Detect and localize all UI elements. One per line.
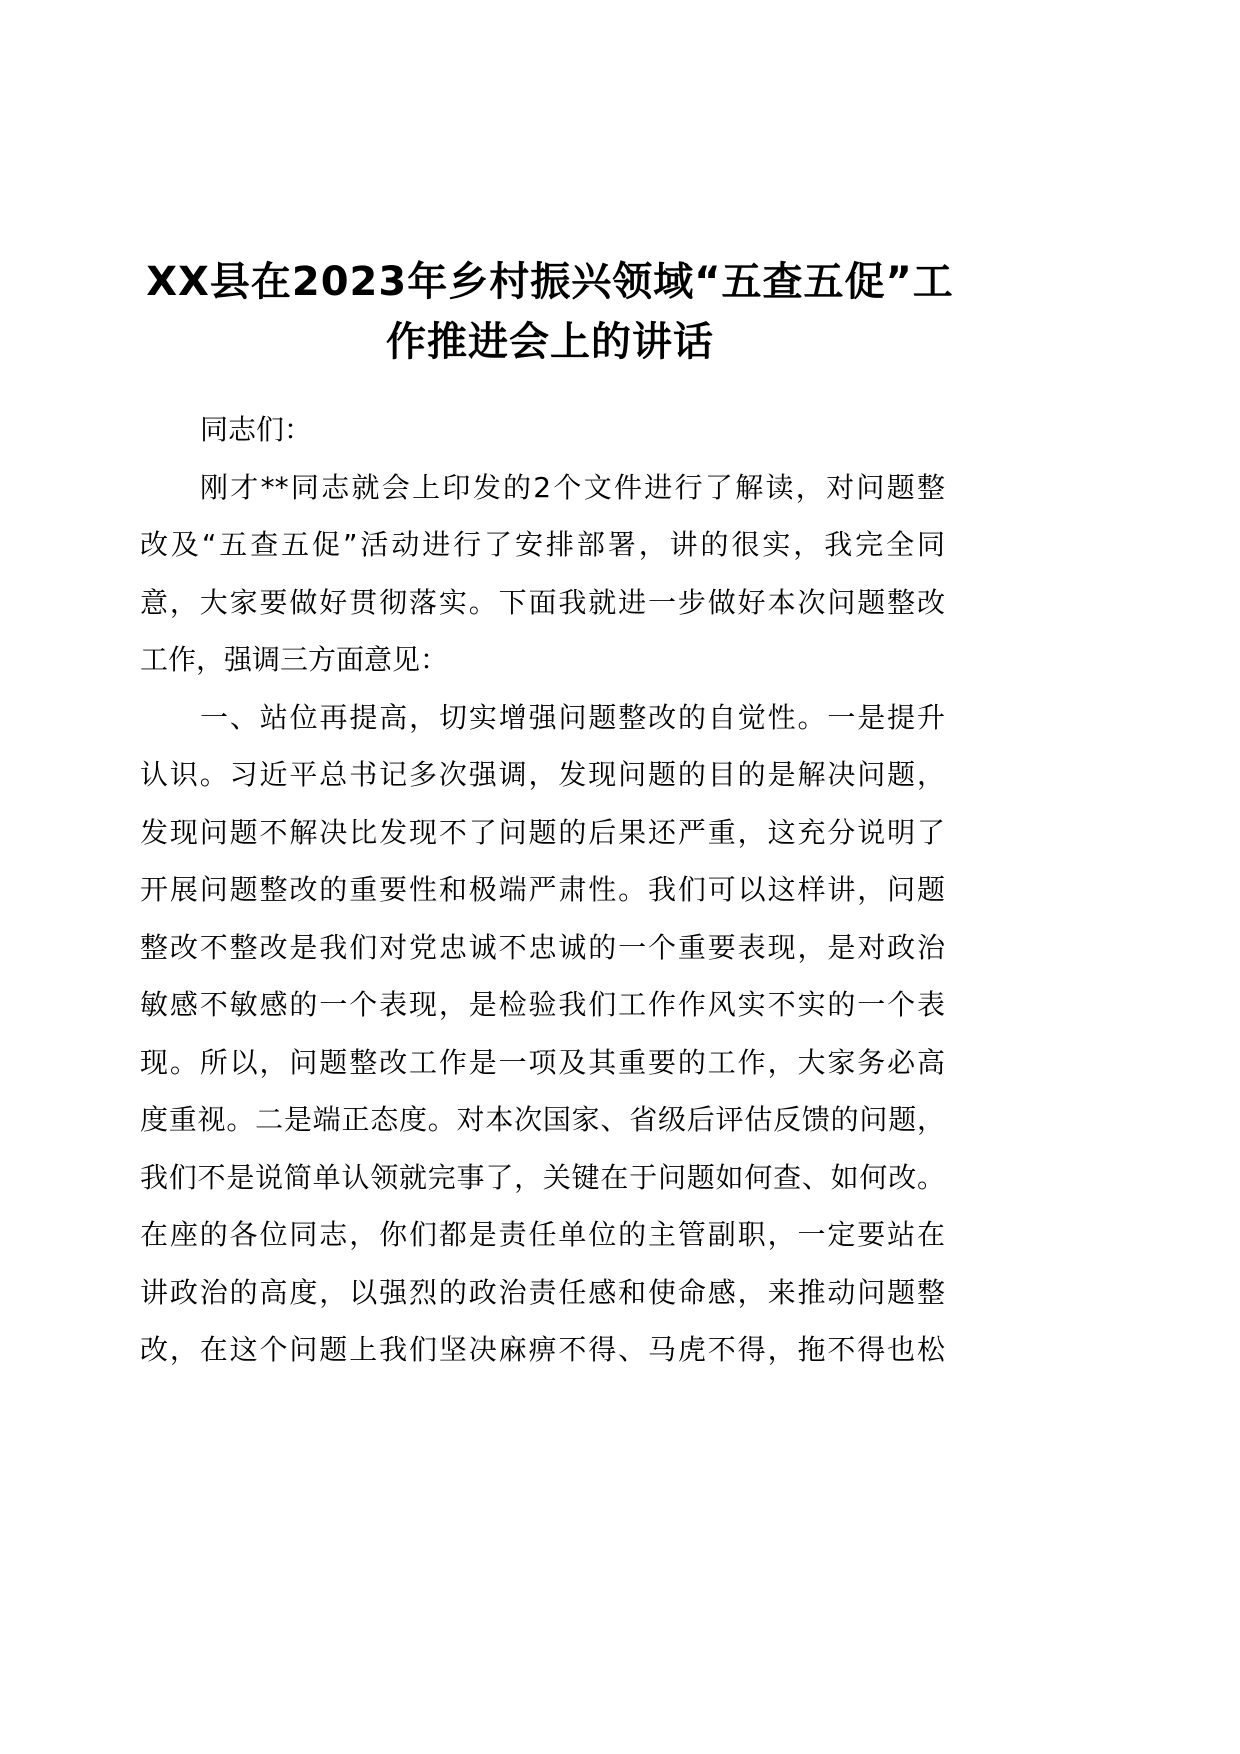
body-text-line: 在座的各位同志，你们都是责任单位的主管副职，一定要站在 (140, 1218, 945, 1251)
body-text-line: 开展问题整改的重要性和极端严肃性。我们可以这样讲，问题 (140, 873, 945, 906)
body-text-line: 整改不整改是我们对党忠诚不忠诚的一个重要表现，是对政治 (140, 930, 945, 964)
body-text-line: 讲政治的高度，以强烈的政治责任感和使命感，来推动问题整 (140, 1275, 945, 1309)
body-text-line: 度重视。二是端正态度。对本次国家、省级后评估反馈的问题， (140, 1103, 945, 1136)
body-text-line: 同志们： (200, 413, 313, 446)
body-text-line: 意，大家要做好贯彻落实。下面我就进一步做好本次问题整改 (140, 585, 945, 619)
body-text-line: 刚才**同志就会上印发的2个文件进行了解读，对问题整 (200, 470, 945, 504)
document-title-line-2: 作推进会上的讲话 (386, 319, 714, 365)
body-text-line: 认识。习近平总书记多次强调，发现问题的目的是解决问题， (140, 758, 945, 791)
body-text-line: 一、站位再提高，切实增强问题整改的自觉性。一是提升 (200, 700, 945, 734)
body-text-line: 发现问题不解决比发现不了问题的后果还严重，这充分说明了 (140, 815, 945, 849)
body-text-line: 改，在这个问题上我们坚决麻痹不得、马虎不得，拖不得也松 (140, 1333, 945, 1366)
document-body (140, 401, 945, 1379)
body-text-line: 改及“五查五促”活动进行了安排部署，讲的很实，我完全同 (140, 528, 945, 561)
body-text-line: 敏感不敏感的一个表现，是检验我们工作作风实不实的一个表 (140, 988, 945, 1021)
body-text-line: 现。所以，问题整改工作是一项及其重要的工作，大家务必高 (140, 1045, 945, 1079)
body-text-line: 工作，强调三方面意见： (140, 643, 449, 676)
body-text-line: 我们不是说简单认领就完事了，关键在于问题如何查、如何改。 (140, 1160, 945, 1194)
document-title-line-1: XX县在2023年乡村振兴领域“五查五促”工 (146, 259, 954, 305)
